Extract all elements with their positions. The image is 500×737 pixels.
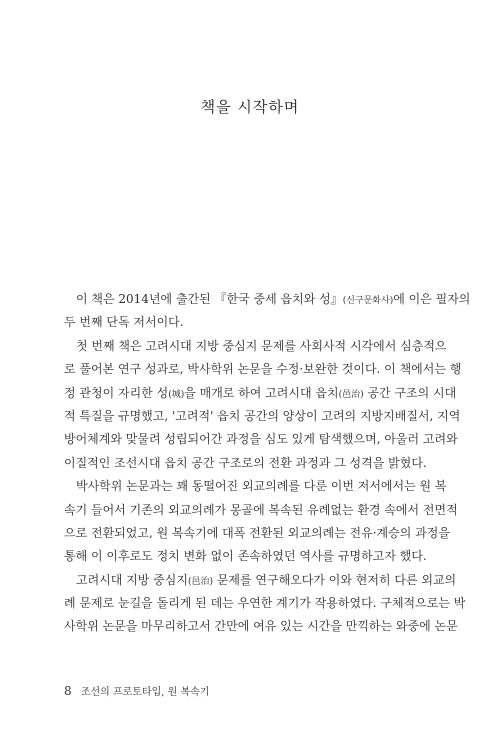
text-line: 방어체계와 맞물려 성립되어간 과정을 심도 있게 탐색했으며, 아울러 고려와: [64, 432, 458, 447]
text-line: 두 번째 단독 저서이다.: [64, 315, 184, 330]
text-line: 으로 전환되었고, 원 복속기에 대폭 전환된 외교의례는 전유·계승의 과정을: [64, 525, 450, 540]
text-line: 고려시대 지방 중심지(邑治) 문제를 연구해오다가 이와 현저히 다른 외교의: [76, 572, 457, 587]
chapter-title: 책을 시작하며: [200, 98, 300, 116]
text-line: 속기 들어서 기존의 외교의례가 몽골에 복속된 유례없는 환경 속에서 전면적: [64, 502, 458, 517]
text-line: 이질적인 조선시대 읍치 공간 구조로의 전환 과정과 그 성격을 밝혔다.: [64, 455, 427, 470]
page-number: 8: [64, 684, 72, 698]
text-line: 사학위 논문을 마무리하고서 간만에 여유 있는 시간을 만끽하는 와중에 논문: [64, 619, 458, 634]
body-text: [64, 288, 471, 639]
text-line: 이 책은 2014년에 출간된 『한국 중세 읍치와 성』(신구문화사)에 이은 필자의: [76, 292, 471, 306]
text-line: 로 풀어본 연구 성과로, 박사학위 논문을 수정·보완한 것이다. 이 책에서는 행: [64, 362, 462, 377]
text-line: 첫 번째 책은 고려시대 지방 중심지 문제를 사회사적 시각에서 심층적으: [76, 338, 447, 353]
running-title: 조선의 프로토타입, 원 복속기: [80, 687, 210, 698]
text-line: 박사학위 논문과는 꽤 동떨어진 외교의례를 다룬 이번 저서에서는 원 복: [76, 479, 447, 494]
text-line: 적 특질을 규명했고, '고려적' 읍치 공간의 양상이 고려의 지방지배질서, 지역: [64, 408, 461, 423]
text-line: 통해 이 이후로도 정치 변화 없이 존속하였던 역사를 규명하고자 했다.: [64, 549, 427, 564]
text-line: 정 관청이 자리한 성(城)을 매개로 하여 고려시대 읍치(邑治) 공간 구조의 시대: [64, 385, 457, 400]
page-footer: [64, 683, 209, 698]
text-line: 례 문제로 눈길을 돌리게 된 데는 우연한 계기가 작용하였다. 구체적으로는 박: [64, 596, 466, 611]
